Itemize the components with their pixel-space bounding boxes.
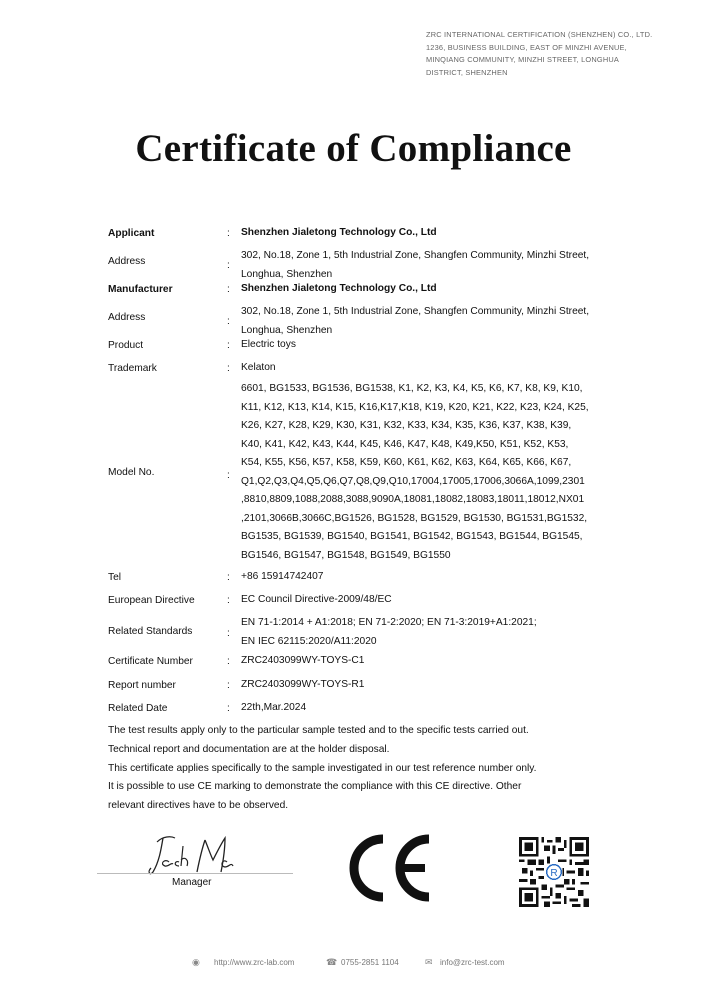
- model-line: K26, K27, K28, K29, K30, K31, K32, K33, K34, K35, K36, K37, K38, K39,: [241, 420, 572, 431]
- field-colon: :: [227, 680, 230, 691]
- globe-icon: ◉: [192, 957, 200, 967]
- field-label: Related Standards: [108, 626, 193, 637]
- field-value: ZRC2403099WY-TOYS-R1: [241, 679, 365, 690]
- manager-signature: [147, 832, 243, 878]
- field-label: Product: [108, 340, 144, 351]
- field-label: Certificate Number: [108, 656, 193, 667]
- qr-code: [519, 837, 589, 907]
- model-line: K54, K55, K56, K57, K58, K59, K60, K61, K62, K63, K64, K65, K66, K67,: [241, 457, 572, 468]
- field-colon: :: [227, 284, 230, 295]
- signature-line: [97, 873, 293, 874]
- phone-icon: ☎: [326, 957, 338, 967]
- note-line: It is possible to use CE marking to demonstrate the compliance with this CE directive. Other: [108, 781, 522, 793]
- note-line: relevant directives have to be observed.: [108, 800, 289, 812]
- field-colon: :: [227, 628, 230, 639]
- certificate-notes: [108, 722, 578, 816]
- standard-line: EN IEC 62115:2020/A11:2020: [241, 635, 377, 647]
- field-value: +86 15914742407: [241, 571, 324, 582]
- field-colon: :: [227, 470, 230, 481]
- issuer-address-line: 1236, BUSINESS BUILDING, EAST OF MINZHI AVENUE,: [426, 42, 627, 52]
- field-value: 22th,Mar.2024: [241, 702, 307, 713]
- model-line: Q1,Q2,Q3,Q4,Q5,Q6,Q7,Q8,Q9,Q10,17004,17005,17006,3066A,1099,2301: [241, 475, 585, 487]
- issuer-address-line: DISTRICT, SHENZHEN: [426, 67, 508, 77]
- field-label: Model No.: [108, 467, 155, 478]
- document-title: Certificate of Compliance: [135, 127, 572, 170]
- model-line: BG1546, BG1547, BG1548, BG1549, BG1550: [241, 549, 451, 561]
- field-value: Electric toys: [241, 339, 296, 350]
- model-line: 6601, BG1533, BG1536, BG1538, K1, K2, K3, K4, K5, K6, K7, K8, K9, K10,: [241, 383, 583, 394]
- field-value: 302, No.18, Zone 1, 5th Industrial Zone, Shangfen Community, Minzhi Street, Longhua, Shenzhen: [241, 306, 590, 336]
- signature-caption: Manager: [172, 877, 212, 888]
- field-value: Kelaton: [241, 362, 276, 373]
- field-label: Address: [108, 312, 146, 323]
- standard-line: EN 71-1:2014 + A1:2018; EN 71-2:2020; EN 71-3:2019+A1:2021;: [241, 617, 537, 628]
- model-list: [241, 380, 613, 565]
- field-colon: :: [227, 260, 230, 271]
- field-value: 302, No.18, Zone 1, 5th Industrial Zone, Shangfen Community, Minzhi Street, Longhua, Shenzhen: [241, 250, 590, 280]
- field-colon: :: [227, 595, 230, 606]
- footer: [0, 958, 707, 972]
- field-value: Shenzhen Jialetong Technology Co., Ltd: [241, 227, 437, 238]
- field-label: Address: [108, 256, 146, 267]
- field-label: Manufacturer: [108, 284, 173, 295]
- field-label: European Directive: [108, 595, 195, 606]
- issuer-address: [426, 29, 652, 79]
- field-colon: :: [227, 572, 230, 583]
- note-line: The test results apply only to the particular sample tested and to the specific tests carried out.: [108, 725, 529, 736]
- model-line: ,2101,3066B,3066C,BG1526, BG1528, BG1529, BG1530, BG1531,BG1532,: [241, 512, 588, 524]
- standards-list: [241, 614, 613, 651]
- field-value: ZRC2403099WY-TOYS-C1: [241, 655, 365, 666]
- field-value: Shenzhen Jialetong Technology Co., Ltd: [241, 283, 437, 294]
- field-value: EC Council Directive-2009/48/EC: [241, 594, 392, 605]
- field-colon: :: [227, 656, 230, 667]
- issuer-address-line: MINQIANG COMMUNITY, MINZHI STREET, LONGHUA: [426, 55, 620, 65]
- footer-website: http://www.zrc-lab.com: [214, 958, 295, 967]
- field-label: Report number: [108, 680, 176, 691]
- field-label: Related Date: [108, 703, 168, 714]
- field-label: Trademark: [108, 363, 157, 374]
- footer-email: info@zrc-test.com: [440, 958, 505, 967]
- qr-center-mark: R: [550, 867, 558, 879]
- model-line: ,8810,8809,1088,2088,3088,9090A,18081,18082,18083,18011,18012,NX01: [241, 494, 585, 505]
- footer-phone: 0755-2851 1104: [341, 958, 399, 967]
- model-line: K40, K41, K42, K43, K44, K45, K46, K47, K48, K49,K50, K51, K52, K53,: [241, 438, 569, 450]
- issuer-address-line: ZRC INTERNATIONAL CERTIFICATION (SHENZHEN) CO., LTD.: [426, 30, 653, 39]
- mail-icon: ✉: [425, 957, 433, 967]
- ce-mark-logo: [343, 833, 435, 903]
- field-label: Tel: [108, 572, 122, 583]
- field-colon: :: [227, 340, 230, 351]
- model-line: K11, K12, K13, K14, K15, K16,K17,K18, K19, K20, K21, K22, K23, K24, K25,: [241, 401, 589, 413]
- field-colon: :: [227, 228, 230, 239]
- field-colon: :: [227, 363, 230, 374]
- field-colon: :: [227, 703, 230, 714]
- note-line: This certificate applies specifically to the sample investigated in our test reference number only.: [108, 762, 537, 774]
- field-colon: :: [227, 316, 230, 327]
- model-line: BG1535, BG1539, BG1540, BG1541, BG1542, BG1543, BG1544, BG1545,: [241, 531, 583, 542]
- field-label: Applicant: [108, 228, 155, 239]
- note-line: Technical report and documentation are at the holder disposal.: [108, 743, 390, 755]
